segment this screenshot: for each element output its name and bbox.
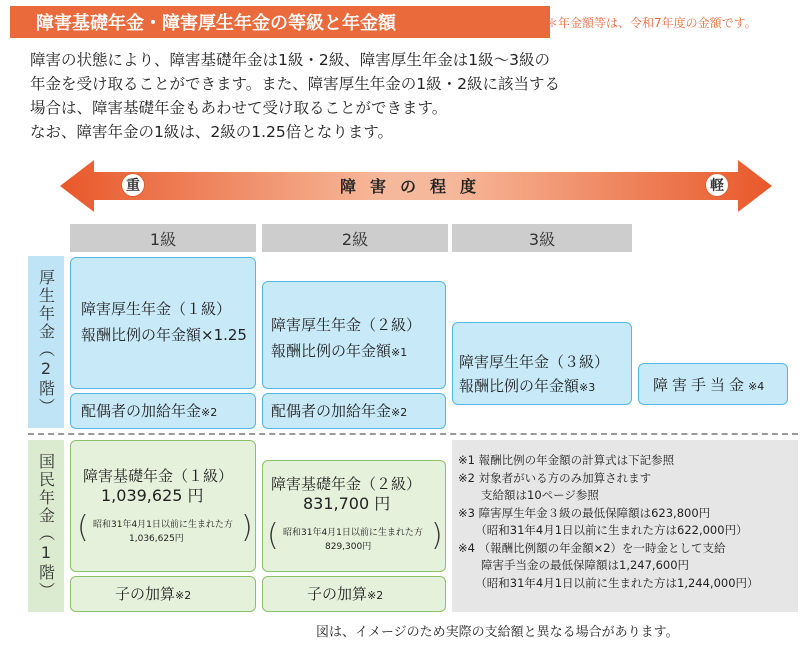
kokumin-grade1-amount: 1,039,625 円 — [101, 486, 204, 505]
child-line — [307, 581, 383, 609]
kosei-grade2-title: 障害厚生年金（２級） — [271, 316, 422, 334]
note-mark: ※2 — [201, 406, 218, 419]
note-line: ※4 （報酬比例額の年金額×2）を一時金として支給 — [458, 540, 726, 555]
kosei-grade1-title: 障害厚生年金（１級） — [81, 300, 232, 318]
kosei-grade1-amount: 報酬比例の年金額×1.25 — [81, 326, 247, 344]
child-line — [115, 581, 191, 609]
notes-panel — [452, 440, 798, 612]
kosei-grade2-box — [262, 281, 446, 389]
child-addition-box — [70, 576, 256, 612]
left-paren-icon: ( — [267, 518, 279, 553]
note-line: 支給額は10ページ参照 — [458, 488, 599, 502]
intro-line: 場合は、障害基礎年金もあわせて受け取ることができます。 — [30, 99, 448, 117]
grade-header-1: 1級 — [70, 224, 256, 252]
kokumin-grade2-title: 障害基礎年金（２級） — [271, 475, 422, 493]
note-mark: ※3 — [579, 381, 596, 394]
kosei-grade3-amount: 報酬比例の年金額 — [459, 377, 580, 395]
spouse-label: 配偶者の加給年金 — [81, 402, 202, 420]
right-paren-icon: ) — [431, 518, 443, 553]
child-label: 子の加算 — [307, 585, 368, 603]
kokumin-grade2-old-label: 昭和31年4月1日以前に生まれた方 — [283, 528, 423, 538]
intro-paragraph — [30, 48, 790, 144]
note-mark: ※4 — [748, 380, 765, 393]
intro-line: なお、障害年金の1級は、2級の1.25倍となります。 — [30, 123, 393, 141]
kosei-grade2-amount-line — [271, 338, 407, 366]
note-mark: ※2 — [367, 589, 384, 602]
note-line: 障害手当金の最低保障額は1,247,600円 — [458, 558, 690, 572]
kokumin-grade1-old-label: 昭和31年4月1日以前に生まれた方 — [93, 520, 233, 530]
kokumin-grade2-old-amount: 829,300円 — [325, 542, 372, 552]
kokumin-grade2-box — [262, 460, 446, 572]
note-line: （昭和31年4月1日以前に生まれた方は622,000円） — [458, 523, 748, 537]
grade-header-2: 2級 — [262, 224, 448, 252]
child-label: 子の加算 — [115, 585, 176, 603]
kosei-grade3-amount-line — [459, 373, 595, 401]
spouse-line — [271, 398, 407, 426]
kokumin-grade2-amount: 831,700 円 — [303, 494, 391, 513]
grade-header-3: 3級 — [452, 224, 632, 252]
footer-note: 図は、イメージのため実際の支給額と異なる場合があります。 — [316, 625, 679, 640]
right-paren-icon: ) — [241, 510, 253, 545]
note-line: ※1 報酬比例の年金額の計算式は下記参照 — [458, 453, 675, 467]
note-line: （昭和31年4月1日以前に生まれた方は1,244,000円） — [458, 575, 759, 590]
teate-line — [653, 372, 764, 400]
spouse-line — [81, 398, 217, 426]
intro-line: 年金を受け取ることができます。また、障害厚生年金の1級・2級に該当する — [30, 75, 560, 93]
row-label-kokumin: 国民年金（1階） — [28, 440, 64, 612]
kosei-grade1-box — [70, 257, 256, 389]
teate-label: 障害手当金 — [653, 376, 749, 394]
light-marker: 軽 — [705, 173, 729, 197]
heavy-marker: 重 — [121, 173, 145, 197]
note-line: ※2 対象者がいる方のみ加算されます — [458, 470, 652, 485]
kokumin-grade1-box — [70, 440, 256, 572]
kosei-grade3-title: 障害厚生年金（３級） — [459, 353, 610, 371]
header-note: ＊年金額等は、令和7年度の金額です。 — [546, 16, 757, 30]
kosei-grade3-box — [452, 322, 632, 405]
kokumin-grade1-title: 障害基礎年金（１級） — [83, 467, 234, 485]
note-mark: ※1 — [391, 346, 408, 359]
spouse-addition-box — [262, 393, 446, 429]
severity-label: 障害の程度 — [340, 177, 491, 196]
spouse-label: 配偶者の加給年金 — [271, 402, 392, 420]
spouse-addition-box — [70, 393, 256, 429]
note-mark: ※2 — [391, 406, 408, 419]
page-title: 障害基礎年金・障害厚生年金の等級と年金額 — [36, 13, 396, 34]
intro-line: 障害の状態により、障害基礎年金は1級・2級、障害厚生年金は1級～3級の — [30, 51, 550, 69]
row-label-kosei: 厚生年金（2階） — [28, 256, 64, 428]
child-addition-box — [262, 576, 446, 612]
note-mark: ※2 — [175, 589, 192, 602]
kokumin-grade1-old-amount: 1,036,625円 — [129, 534, 184, 544]
note-line: ※3 障害厚生年金３級の最低保障額は623,800円 — [458, 505, 711, 520]
left-paren-icon: ( — [77, 510, 89, 545]
teate-box — [638, 363, 788, 405]
kosei-grade2-amount: 報酬比例の年金額 — [271, 342, 392, 360]
section-divider — [28, 433, 798, 435]
